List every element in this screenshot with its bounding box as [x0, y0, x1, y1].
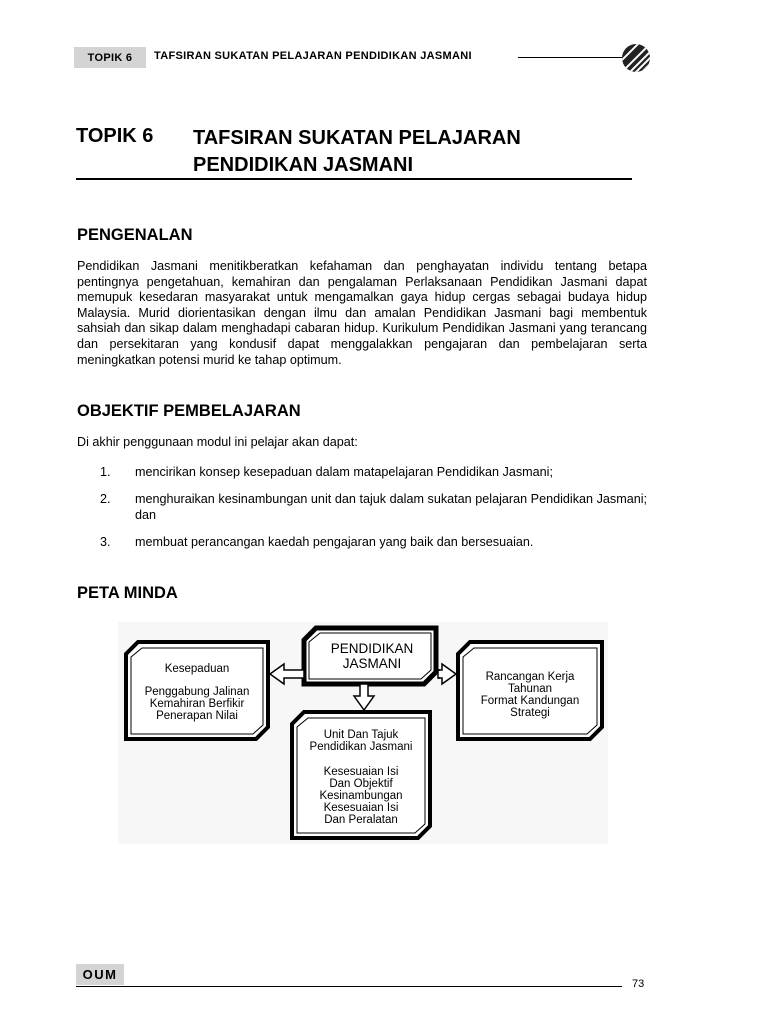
mindmap-bottom-node	[292, 712, 430, 838]
mindmap-right-line-3: Format Kandungan	[480, 695, 580, 707]
mindmap-left-line-1: Penggabung Jalinan	[144, 686, 250, 698]
page-number: 73	[632, 978, 645, 990]
objective-2-text: menghuraikan kesinambungan unit dan tajuk dalam sukatan pelajaran Pendidikan Jasmani; dan	[135, 492, 647, 522]
mindmap-bottom-line-2: Dan Objektif	[329, 778, 393, 790]
mindmap-right-node	[458, 642, 602, 739]
header-title: TAFSIRAN SUKATAN PELAJARAN PENDIDIKAN JASMANI	[154, 50, 472, 62]
mindmap-heading: PETA MINDA	[77, 584, 178, 602]
mindmap-bottom-line-4: Kesesuaian Isi	[323, 802, 399, 814]
chapter-title-line1: TAFSIRAN SUKATAN PELAJARAN	[193, 127, 521, 149]
mindmap-right-line-2: Tahunan	[507, 683, 553, 695]
mindmap-left-line-3: Penerapan Nilai	[156, 710, 238, 722]
footer-badge: OUM	[76, 964, 124, 985]
chapter-number: TOPIK 6	[76, 125, 154, 147]
mindmap-left-line-2: Kemahiran Berfikir	[149, 698, 245, 710]
chapter-title	[193, 125, 521, 179]
mindmap-bottom-title-1: Unit Dan Tajuk	[323, 729, 399, 741]
mindmap-right-line-4: Strategi	[510, 707, 550, 719]
header-topic-badge: TOPIK 6	[74, 47, 146, 68]
objectives-heading: OBJEKTIF PEMBELAJARAN	[77, 402, 301, 420]
objective-3-number: 3.	[100, 535, 111, 549]
mindmap-bottom-line-3: Kesinambungan	[319, 790, 403, 802]
mindmap-right-line-1: Rancangan Kerja	[485, 671, 575, 683]
mindmap-center-line-2: JASMANI	[342, 656, 402, 671]
objectives-lead: Di akhir penggunaan modul ini pelajar akan dapat:	[77, 435, 358, 449]
chapter-title-line2: PENDIDIKAN JASMANI	[193, 154, 414, 176]
mindmap-center-node	[304, 628, 436, 684]
stripe-globe-icon	[620, 42, 652, 74]
intro-paragraph: Pendidikan Jasmani menitikberatkan kefahaman dan penghayatan individu tentang betapa pentingnya pengetahuan, kemahiran dan pengalaman Perlaksanaan Pendidikan Jasmani dapat memupuk kesedaran masyarakat untuk mengamalkan gaya hidup cergas sebagai budaya hidup Malaysia. Murid diorientasikan dengan ilmu dan amalan Pendidikan Jasmani bagi membentuk sahsiah dan sikap dalam menghadapi cabaran hidup. Kurikulum Pendidikan Jasmani yang terancang dan persekitaran yang kondusif dapat menggalakkan pengajaran dan pembelajaran serta meningkatkan potensi murid ke tahap optimum.	[77, 259, 647, 367]
mindmap-left-node	[126, 642, 268, 739]
mindmap-bottom-line-5: Dan Peralatan	[324, 814, 398, 826]
mindmap-center-line-1: PENDIDIKAN	[330, 641, 414, 656]
footer-rule	[76, 986, 622, 987]
mindmap-bottom-title-2: Pendidikan Jasmani	[309, 741, 413, 753]
header-rule	[518, 57, 622, 58]
mindmap-left-title: Kesepaduan	[164, 663, 230, 675]
mind-map-diagram	[118, 622, 608, 844]
chapter-rule	[76, 178, 632, 180]
objective-1-text: mencirikan konsep kesepaduan dalam matapelajaran Pendidikan Jasmani;	[135, 465, 553, 479]
objective-1-number: 1.	[100, 465, 111, 479]
objective-2-number: 2.	[100, 492, 111, 506]
mindmap-bottom-line-1: Kesesuaian Isi	[323, 766, 399, 778]
intro-heading: PENGENALAN	[77, 226, 193, 244]
objective-3-text: membuat perancangan kaedah pengajaran yang baik dan bersesuaian.	[135, 535, 534, 549]
